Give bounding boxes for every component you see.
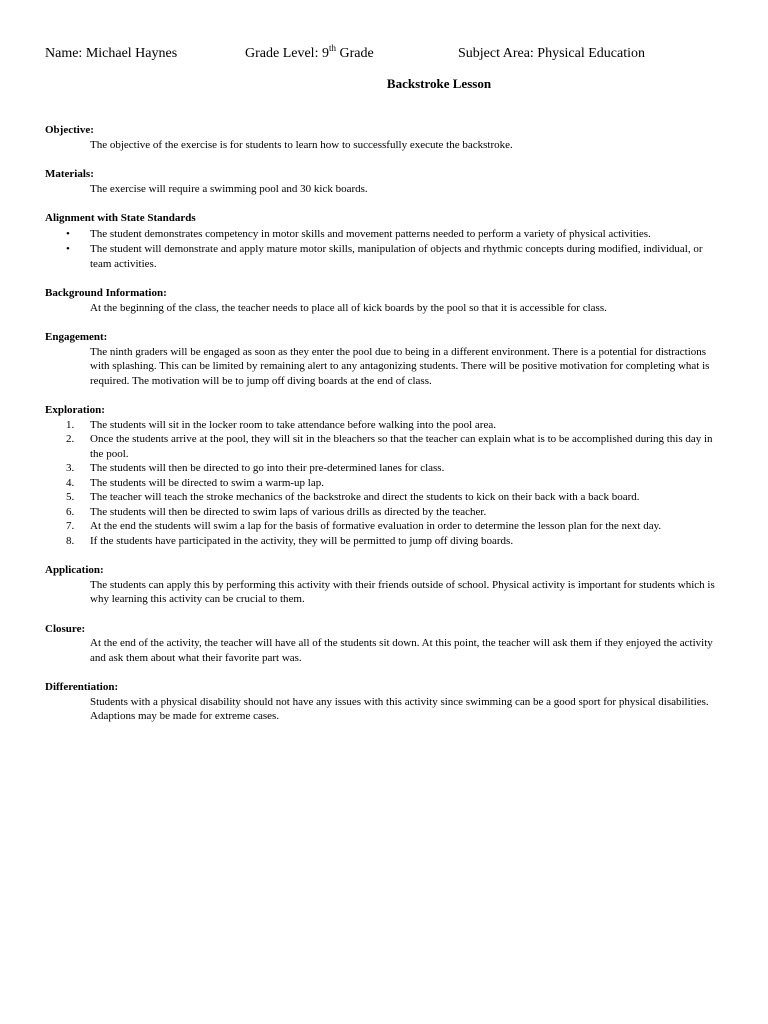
section-heading: Engagement: bbox=[45, 331, 108, 343]
section-materials bbox=[45, 167, 725, 196]
section-background bbox=[45, 286, 725, 315]
section-text: The students can apply this by performing this activity with their friends outside of school. Physical activity is important for students which is why learning this activity can be crucial to them. bbox=[90, 578, 715, 605]
exploration-steps bbox=[45, 418, 725, 549]
step-text: If the students have participated in the activity, they will be permitted to jump off diving boards. bbox=[90, 534, 514, 547]
step-number: 4. bbox=[66, 476, 75, 489]
list-item bbox=[45, 490, 720, 505]
document-title: Backstroke Lesson bbox=[386, 76, 492, 91]
section-text: The objective of the exercise is for students to learn how to successfully execute the backstroke. bbox=[90, 138, 513, 151]
standards-list bbox=[45, 227, 725, 272]
list-item bbox=[45, 432, 720, 461]
section-heading: Differentiation: bbox=[45, 681, 119, 693]
section-text: The exercise will require a swimming pool and 30 kick boards. bbox=[90, 182, 368, 195]
section-text: The ninth graders will be engaged as soon as they enter the pool due to being in a different environment. There is a potential for distractions with splashing. This can be limited by remaining alert to any antagonizing students. There will be positive motivation for completing what is required. The motivation will be to jump off diving boards at the end of class. bbox=[90, 345, 710, 387]
section-exploration bbox=[45, 403, 725, 548]
step-text: The students will be directed to swim a warm-up lap. bbox=[90, 476, 324, 489]
section-differentiation bbox=[45, 680, 725, 724]
step-text: The students will then be directed to swim laps of various drills as directed by the teacher. bbox=[90, 505, 487, 518]
list-item bbox=[45, 242, 720, 271]
section-heading: Application: bbox=[45, 564, 104, 576]
step-number: 7. bbox=[66, 520, 75, 532]
list-item bbox=[45, 476, 720, 491]
section-application bbox=[45, 563, 725, 607]
step-text: The teacher will teach the stroke mechanics of the backstroke and direct the students to kick on their back with a back board. bbox=[90, 491, 640, 503]
step-number: 8. bbox=[66, 534, 75, 547]
teacher-name: Name: Michael Haynes bbox=[45, 46, 178, 61]
list-item bbox=[45, 227, 720, 242]
list-item bbox=[45, 418, 720, 433]
section-heading: Exploration: bbox=[45, 404, 105, 416]
section-text: Students with a physical disability should not have any issues with this activity since swimming can be a good sport for physical disabilities. Adaptions may be made for extreme cases. bbox=[90, 695, 709, 722]
list-item bbox=[45, 505, 720, 520]
bullet-icon: • bbox=[66, 227, 70, 240]
step-number: 5. bbox=[66, 491, 75, 503]
section-heading: Objective: bbox=[45, 124, 94, 136]
section-text: At the beginning of the class, the teacher needs to place all of kick boards by the pool so that it is accessible for class. bbox=[90, 301, 607, 314]
section-engagement bbox=[45, 330, 725, 388]
list-item bbox=[45, 461, 720, 476]
section-alignment bbox=[45, 211, 725, 271]
grade-level-prefix: Grade Level: 9 bbox=[245, 46, 329, 61]
step-number: 1. bbox=[66, 418, 75, 431]
step-text: The students will sit in the locker room to take attendance before walking into the pool area. bbox=[90, 418, 496, 431]
document-header bbox=[45, 43, 725, 66]
step-number: 2. bbox=[66, 433, 75, 445]
bullet-icon: • bbox=[66, 243, 70, 255]
step-text: The students will then be directed to go into their pre-determined lanes for class. bbox=[90, 462, 445, 474]
section-closure bbox=[45, 622, 725, 666]
section-heading: Materials: bbox=[45, 168, 94, 180]
step-text: At the end the students will swim a lap for the basis of formative evaluation in order to determine the lesson plan for the next day. bbox=[90, 520, 662, 532]
document-page bbox=[45, 43, 725, 722]
section-objective bbox=[45, 123, 725, 152]
section-heading: Alignment with State Standards bbox=[45, 212, 196, 224]
grade-level-suffix: Grade bbox=[335, 46, 374, 61]
step-number: 6. bbox=[66, 505, 75, 518]
step-number: 3. bbox=[66, 462, 75, 474]
subject-area: Subject Area: Physical Education bbox=[458, 46, 646, 61]
list-item bbox=[45, 534, 720, 549]
document-body bbox=[45, 123, 725, 739]
list-item bbox=[45, 519, 720, 534]
list-item-text: The student demonstrates competency in motor skills and movement patterns needed to perform a variety of physical activities. bbox=[90, 227, 651, 240]
grade-level-superscript: th bbox=[328, 43, 336, 53]
section-heading: Closure: bbox=[45, 622, 86, 635]
list-item-text: The student will demonstrate and apply mature motor skills, manipulation of objects and rhythmic concepts during modified, individual, or team activities. bbox=[90, 243, 703, 270]
step-text: Once the students arrive at the pool, they will sit in the bleachers so that the teacher can explain what is to be accomplished during this day in the pool. bbox=[90, 433, 713, 460]
section-text: At the end of the activity, the teacher will have all of the students sit down. At this point, the teacher will ask them if they enjoyed the activity and ask them about what their favorite part was. bbox=[90, 637, 713, 664]
section-heading: Background Information: bbox=[45, 287, 167, 299]
grade-level bbox=[245, 43, 374, 62]
